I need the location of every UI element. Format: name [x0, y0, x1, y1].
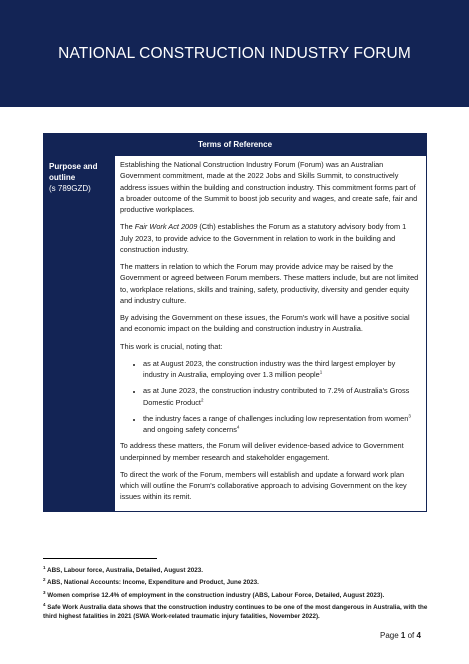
page-title: NATIONAL CONSTRUCTION INDUSTRY FORUM: [58, 44, 411, 62]
footnote-divider: [43, 558, 157, 559]
footnote-number: 1: [43, 564, 46, 570]
bullet-text: as at June 2023, the construction industry contributed to 7.2% of Australia's Gross Domestic Product: [143, 386, 410, 407]
footnote-number: 4: [43, 602, 46, 608]
footnote-ref: 1: [319, 369, 323, 375]
footnote: [43, 578, 431, 587]
p2-rest: (Cth) establishes the Forum as a statutory advisory body from 1 July 2023, to provide advice to the Government in relation to work in the building and construction industry.: [120, 222, 407, 254]
list-item: [143, 385, 421, 408]
footnote-text: Women comprise 12.4% of employment in the construction industry (ABS, Labour Force, Detailed, August 2023).: [45, 591, 385, 599]
terms-of-reference-table: [43, 133, 427, 512]
footnote-text: ABS, Labour force, Australia, Detailed, August 2023.: [45, 567, 203, 574]
table-row: [44, 156, 426, 511]
page-number: [380, 631, 421, 640]
paragraph-2: [120, 221, 421, 255]
row-label-cell: [44, 156, 115, 511]
header-banner: [0, 0, 469, 107]
footnote-number: 2: [43, 577, 46, 583]
page-total: 4: [416, 631, 421, 640]
paragraph-5: This work is crucial, noting that:: [120, 341, 223, 351]
paragraph-4: By advising the Government on these issues, the Forum's work will have a positive social and economic impact on the building and construction industry in Australia.: [120, 313, 410, 334]
row-section-ref: (s 789GZD): [49, 184, 91, 193]
paragraph-3: The matters in relation to which the Forum may provide advice may be raised by the Government or agreed between Forum members. These matters include, but are not limited to, workplace relations, skills and training, safety, productivity, diversity and gender equity and industry culture.: [120, 262, 419, 305]
footnote-text: Safe Work Australia data shows that the construction industry continues to be one of the most dangerous in Australia, with the third highest fatalities in 2021 (SWA Work-related traumatic injury fatalities, November 2022).: [43, 604, 428, 621]
bullet-text: and ongoing safety concerns: [143, 425, 237, 434]
paragraph-6: To address these matters, the Forum will deliver evidence-based advice to Government underpinned by member research and stakeholder engagement.: [120, 441, 404, 462]
footnotes: [43, 566, 431, 625]
footnote-ref: 3: [408, 413, 411, 419]
paragraph-7: To direct the work of the Forum, members will establish and update a forward work plan which will outline the Forum's collaborative approach to advising Government on the key issues within its remit.: [120, 469, 407, 502]
footnote: [43, 603, 431, 621]
row-content-cell: [115, 156, 426, 511]
page-label: Page: [380, 631, 401, 640]
footnote-number: 3: [43, 589, 46, 595]
page-of: of: [405, 631, 417, 640]
footnote: [43, 566, 431, 575]
bullet-list: [120, 358, 421, 436]
paragraph-1: Establishing the National Construction Industry Forum (Forum) was an Australian Government commitment, made at the 2022 Jobs and Skills Summit, to constructively address issues within the building and construction industry. This commitment forms part of a broader outcome of the Summit to boost job security and wages, and create safe, fair and productive workplaces.: [120, 160, 418, 214]
bullet-text: the industry faces a range of challenges including low representation from women: [143, 413, 409, 423]
list-item: [143, 358, 421, 381]
row-label: Purpose and outline: [49, 162, 98, 182]
footnote-text: ABS, National Accounts: Income, Expenditure and Product, June 2023.: [45, 579, 259, 587]
table-heading: Terms of Reference: [44, 134, 426, 156]
p2-lead: The: [120, 222, 135, 232]
footnote-ref: 2: [200, 397, 204, 403]
footnote: [43, 591, 431, 600]
list-item: [143, 413, 421, 436]
page-current: 1: [400, 631, 406, 640]
bullet-text: as at August 2023, the construction industry was the third largest employer by industry in Australia, employing over 1.3 million people: [143, 358, 396, 379]
footnote-ref: 4: [236, 424, 240, 430]
act-title: Fair Work Act 2009: [134, 222, 198, 232]
